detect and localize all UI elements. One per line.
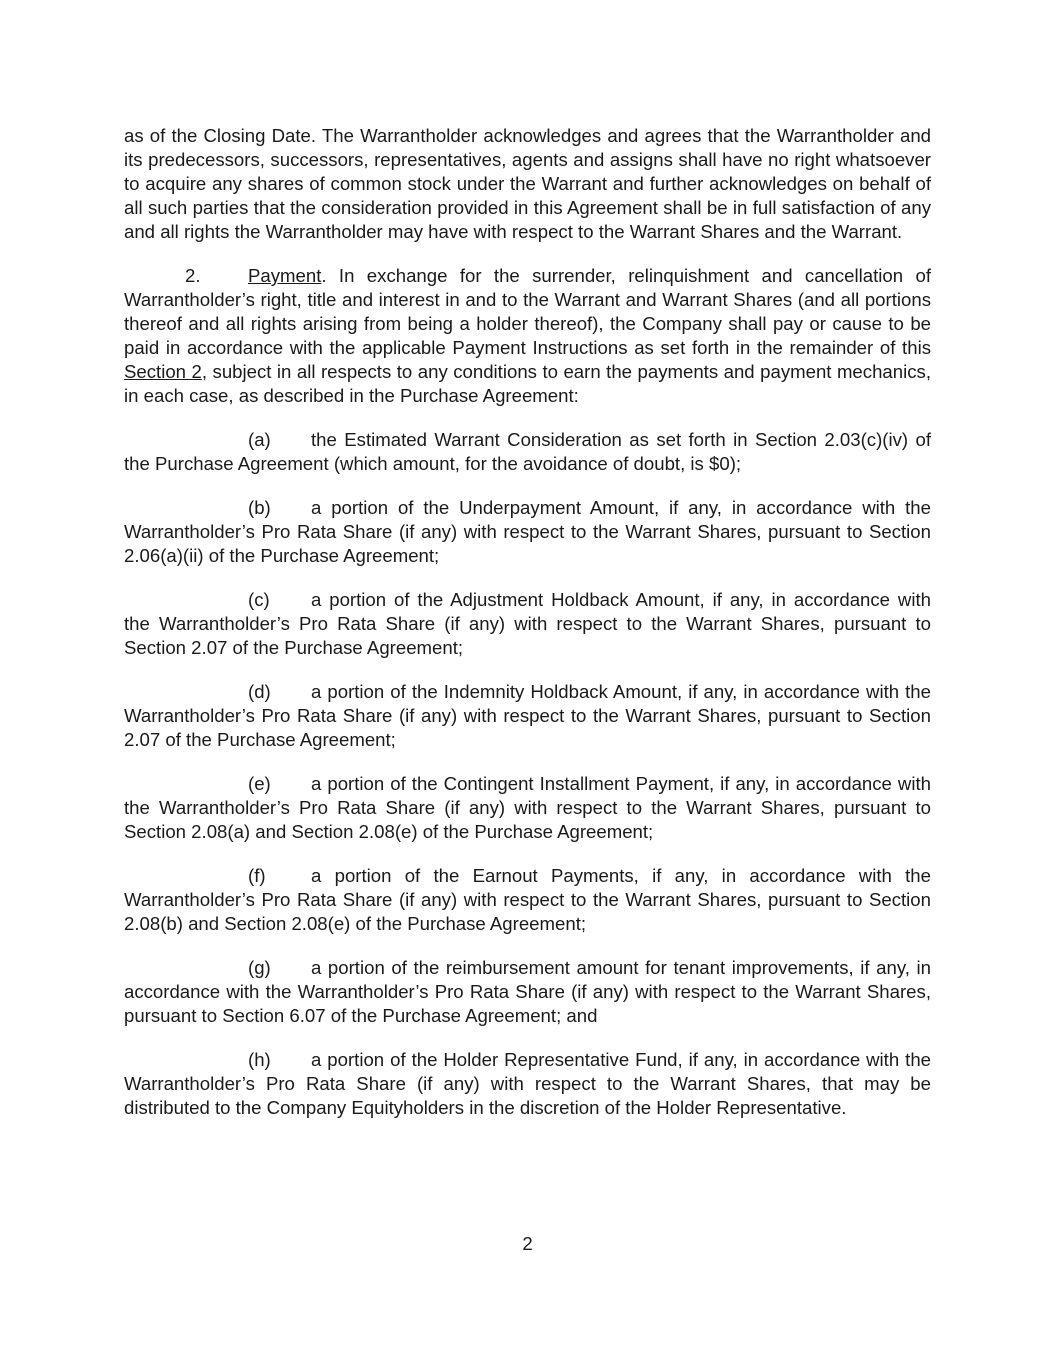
item-label: (a) <box>248 429 271 450</box>
item-text: a portion of the Underpayment Amount, if any, in accordance with the Warrantholder’s Pro Rata Share (if any) with respect to the Warrant Shares, pursuant to Section 2.06(a)(ii) of the Purchase Agreement; <box>124 497 931 566</box>
item-label: (e) <box>248 773 271 794</box>
item-text: a portion of the Holder Representative Fund, if any, in accordance with the Warrantholder’s Pro Rata Share (if any) with respect to the Warrant Shares, that may be distributed to the Company Equityholders in the discretion of the Holder Representative. <box>124 1049 931 1118</box>
list-item-c <box>124 588 931 660</box>
section-text-after-ref: , subject in all respects to any conditions to earn the payments and payment mechanics, in each case, as described in the Purchase Agreement: <box>124 361 931 406</box>
section-text-before-ref: . In exchange for the surrender, relinquishment and cancellation of Warrantholder’s right, title and interest in and to the Warrant and Warrant Shares (and all portions thereof and all rights arising from being a holder thereof), the Company shall pay or cause to be paid in accordance with the applicable Payment Instructions as set forth in the remainder of this <box>124 265 931 358</box>
list-item-h <box>124 1048 931 1120</box>
intro-paragraph: as of the Closing Date. The Warrantholder acknowledges and agrees that the Warrantholder and its predecessors, successors, representatives, agents and assigns shall have no right whatsoever to acquire any shares of common stock under the Warrant and further acknowledges on behalf of all such parties that the consideration provided in this Agreement shall be in full satisfaction of any and all rights the Warrantholder may have with respect to the Warrant Shares and the Warrant. <box>124 125 931 242</box>
section-number: 2. <box>185 265 201 286</box>
item-label: (g) <box>248 957 271 978</box>
list-item-a <box>124 428 931 476</box>
item-text: a portion of the Indemnity Holdback Amount, if any, in accordance with the Warrantholder’s Pro Rata Share (if any) with respect to the Warrant Shares, pursuant to Section 2.07 of the Purchase Agreement; <box>124 681 931 750</box>
item-text: a portion of the Contingent Installment Payment, if any, in accordance with the Warrantholder’s Pro Rata Share (if any) with respect to the Warrant Shares, pursuant to Section 2.08(a) and Section 2.08(e) of the Purchase Agreement; <box>124 773 931 842</box>
list-item-d <box>124 680 931 752</box>
section-cross-reference: Section 2 <box>124 361 202 382</box>
section-2-paragraph <box>124 264 931 408</box>
list-item-f <box>124 864 931 936</box>
item-label: (f) <box>248 865 266 886</box>
item-label: (b) <box>248 497 271 518</box>
item-text: a portion of the Adjustment Holdback Amount, if any, in accordance with the Warrantholder’s Pro Rata Share (if any) with respect to the Warrant Shares, pursuant to Section 2.07 of the Purchase Agreement; <box>124 589 931 658</box>
item-label: (h) <box>248 1049 271 1070</box>
list-item-e <box>124 772 931 844</box>
item-text: a portion of the Earnout Payments, if any, in accordance with the Warrantholder’s Pro Rata Share (if any) with respect to the Warrant Shares, pursuant to Section 2.08(b) and Section 2.08(e) of the Purchase Agreement; <box>124 865 931 934</box>
section-heading: Payment <box>248 265 322 286</box>
item-text: the Estimated Warrant Consideration as set forth in Section 2.03(c)(iv) of the Purchase Agreement (which amount, for the avoidance of doubt, is $0); <box>124 429 931 474</box>
page-number: 2 <box>522 1233 533 1254</box>
item-label: (d) <box>248 681 271 702</box>
item-text: a portion of the reimbursement amount for tenant improvements, if any, in accordance with the Warrantholder’s Pro Rata Share (if any) with respect to the Warrant Shares, pursuant to Section 6.07 of the Purchase Agreement; and <box>124 957 931 1026</box>
list-item-g <box>124 956 931 1028</box>
document-page <box>124 124 931 1140</box>
item-label: (c) <box>248 589 270 610</box>
list-item-b <box>124 496 931 568</box>
